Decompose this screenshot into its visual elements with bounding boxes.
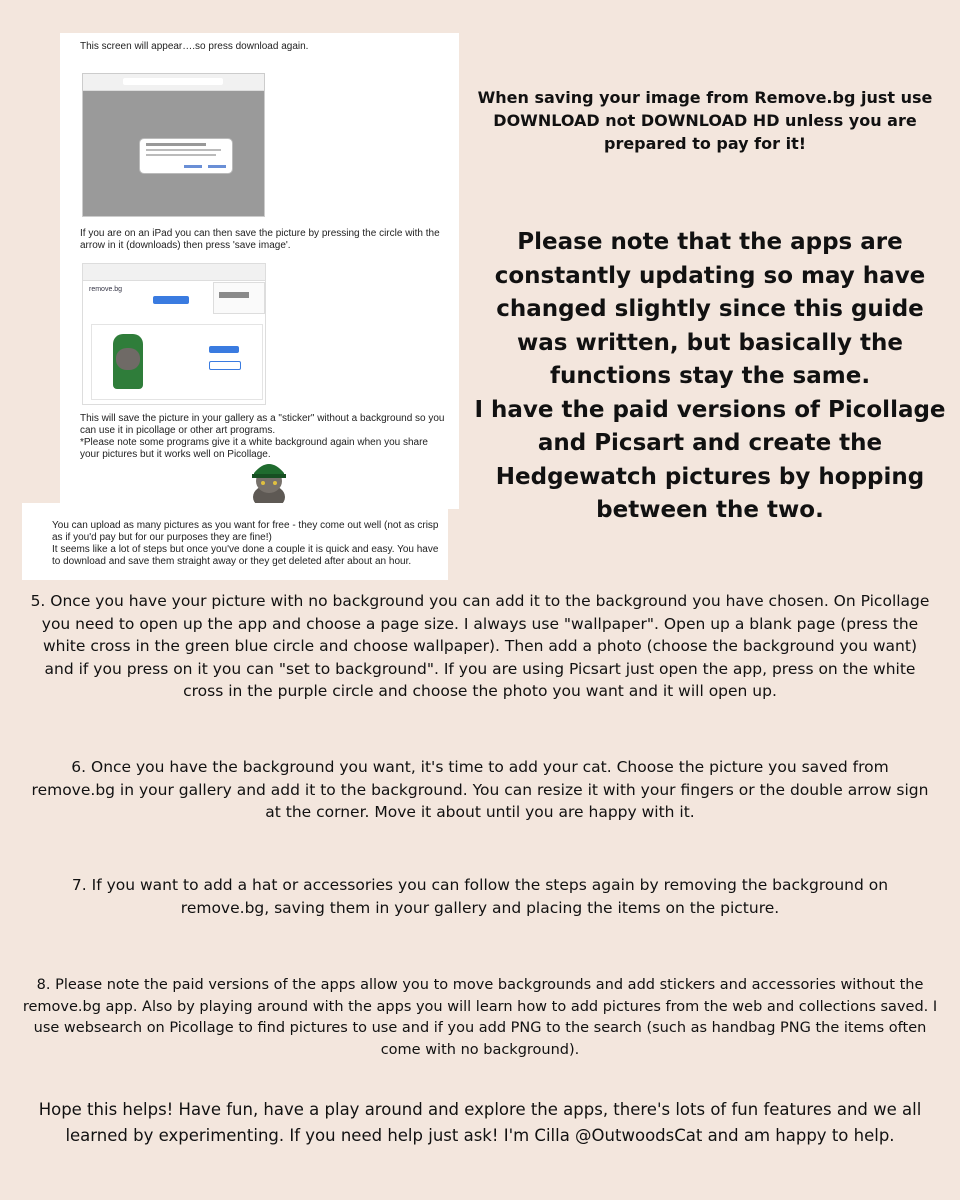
step-5: 5. Once you have your picture with no background you can add it to the background you have chosen. On Picollage you need to open up the app and choose a page size. I always use "wallpaper". Open up a blank page (press the white cross in the green blue circle and choose wallpaper). Then add a photo (choose the background you want) and if you press on it you can "set to background". If you are using Picsart just open the app, press on the white cross in the purple circle and choose the photo you want and it will open up. xyxy=(30,592,930,700)
dialog-download-button xyxy=(208,165,226,168)
closing-note: Hope this helps! Have fun, have a play around and explore the apps, there's lots of fun features and we all learned by experimenting. If you need help just ask! I'm Cilla @OutwoodsCat and am happy to help. xyxy=(38,1100,922,1145)
caption-sticker: This will save the picture in your gallery as a "sticker" without a background so you can use it in picollage or other art programs. xyxy=(80,413,445,436)
update-note xyxy=(470,226,950,528)
update-note-line1: Please note that the apps are constantly updating so may have changed slightly since this guide was written, but basically the functions stay the same. xyxy=(494,229,926,389)
dialog-cancel-button xyxy=(184,165,202,168)
browser-toolbar xyxy=(83,74,264,91)
guide-screenshot-card xyxy=(60,33,459,509)
address-bar xyxy=(123,78,223,85)
caption-free-uploads: You can upload as many pictures as you want for free - they come out well (not as crisp as if you'd pay but for our purposes they are fine!) xyxy=(52,520,439,543)
download-button xyxy=(209,346,239,353)
step-8: 8. Please note the paid versions of the apps allow you to move backgrounds and add stickers and accessories without the remove.bg app. Also by playing around with the apps you will learn how to add pictures from the web and collections saved. I use websearch on Picollage to find pictures to use and if you add PNG to the search (such as handbag PNG the items often come with no background). xyxy=(22,977,938,1058)
caption-ipad-save: If you are on an iPad you can then save the picture by pressing the circle with the arrow in it (downloads) then press 'save image'. xyxy=(80,228,440,251)
step-7: 7. If you want to add a hat or accessories you can follow the steps again by removing the background on remove.bg, saving them in your gallery and placing the items on the picture. xyxy=(71,876,889,917)
removebg-logo: remove.bg xyxy=(89,286,123,293)
caption-steps-easy: It seems like a lot of steps but once you've done a couple it is quick and easy. You have to download and save them straight away or they get deleted after about an hour. xyxy=(52,544,439,567)
upload-image-button xyxy=(153,296,189,304)
step-6: 6. Once you have the background you want, it's time to add your cat. Choose the picture you saved from remove.bg in your gallery and add it to the background. You can resize it with your fingers or the double arrow sign at the corner. Move it about until you are happy with it. xyxy=(31,758,929,821)
removebg-screenshot xyxy=(82,263,266,405)
downloads-panel xyxy=(213,282,265,314)
download-dialog xyxy=(139,138,233,174)
caption-download-again: This screen will appear….so press download again. xyxy=(80,41,309,52)
download-hd-button xyxy=(209,361,241,370)
browser-download-screenshot xyxy=(82,73,265,217)
download-note: When saving your image from Remove.bg just use DOWNLOAD not DOWNLOAD HD unless you are prepared to pay for it! xyxy=(477,88,933,153)
guide-notes-card xyxy=(22,503,448,580)
caption-white-background: *Please note some programs give it a white background again when you share your pictures but it works well on Picollage. xyxy=(80,437,428,460)
cat-sticker-image xyxy=(246,457,292,507)
browser-toolbar xyxy=(83,264,265,281)
update-note-line2: I have the paid versions of Picollage and Picsart and create the Hedgewatch pictures by hopping between the two. xyxy=(474,396,946,523)
